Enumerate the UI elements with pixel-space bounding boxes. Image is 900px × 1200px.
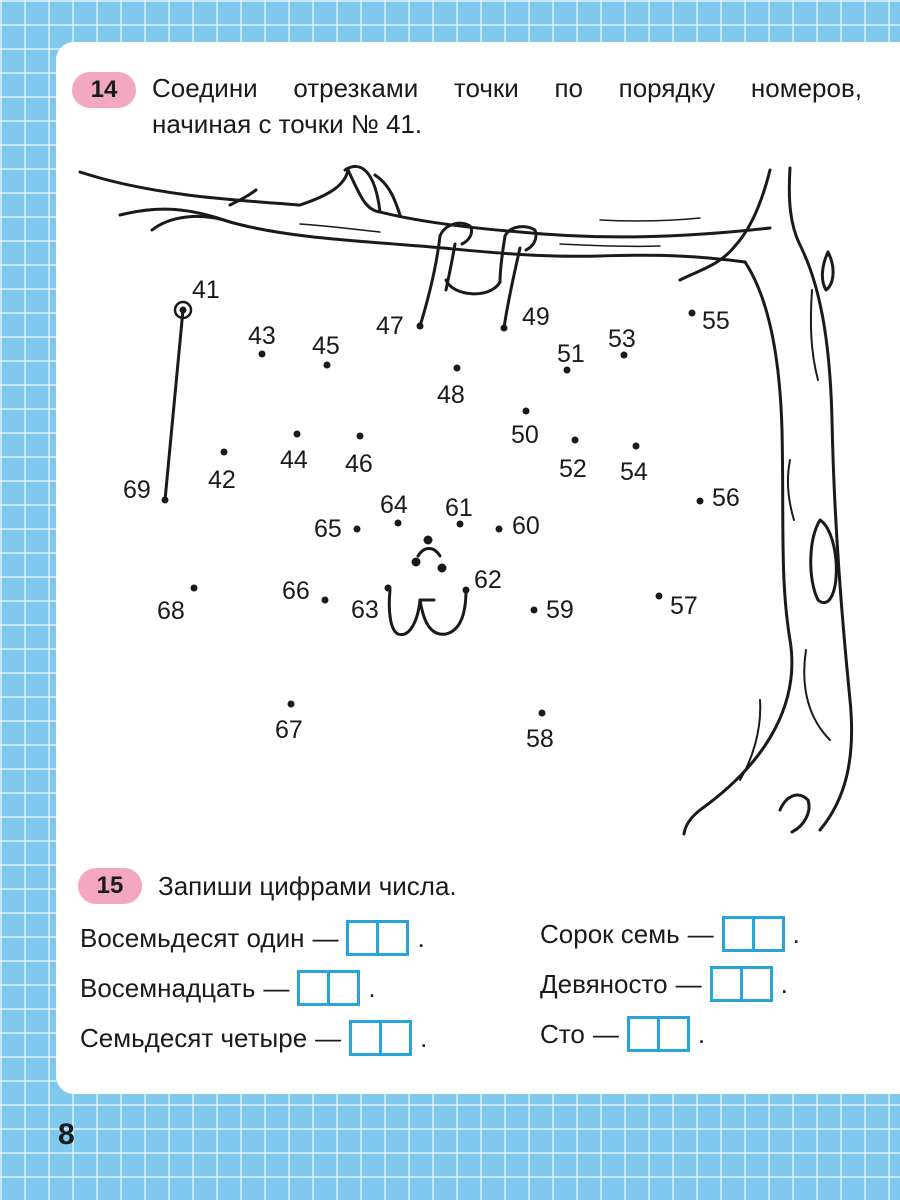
exercise-left-2: [80, 970, 376, 1006]
digit-box[interactable]: [752, 919, 782, 949]
tree-drawing: [680, 168, 852, 834]
dot-64[interactable]: [395, 520, 402, 527]
exercise-period: .: [368, 972, 376, 1003]
exercise-words: Сто: [540, 1018, 585, 1049]
dot-57[interactable]: [656, 593, 663, 600]
dot-41[interactable]: [180, 307, 187, 314]
dot-label-62: 62: [474, 566, 502, 594]
task-14-line-2: начиная с точки № 41.: [152, 109, 423, 139]
dot-45[interactable]: [324, 362, 331, 369]
dot-label-53: 53: [608, 325, 636, 353]
exercise-dash: —: [312, 922, 339, 953]
digit-box[interactable]: [657, 1019, 687, 1049]
exercise-period: .: [697, 1018, 706, 1049]
dot-54[interactable]: [633, 443, 640, 450]
digit-box[interactable]: [379, 1023, 409, 1053]
dot-63[interactable]: [385, 585, 392, 592]
task-14-line-1: Соедини отрезками точки по порядку номеров,: [152, 73, 862, 103]
dot-47[interactable]: [417, 323, 424, 330]
digit-box[interactable]: [740, 969, 770, 999]
exercise-words: Сорок семь: [540, 918, 680, 949]
page-number: 8: [58, 1118, 75, 1151]
dot-46[interactable]: [357, 433, 364, 440]
exercise-dash: —: [263, 972, 290, 1003]
exercise-period: .: [792, 918, 800, 949]
dot-label-45: 45: [312, 332, 340, 360]
dot-label-50: 50: [511, 421, 539, 449]
dot-69[interactable]: [162, 497, 169, 504]
exercise-dash: —: [592, 1018, 619, 1049]
dot-label-60: 60: [512, 512, 540, 540]
dot-59[interactable]: [531, 607, 538, 614]
dot-48[interactable]: [454, 365, 461, 372]
dot-67[interactable]: [288, 701, 295, 708]
answer-boxes[interactable]: [722, 916, 785, 952]
dot-label-44: 44: [280, 446, 308, 474]
dot-label-49: 49: [522, 303, 550, 331]
dot-58[interactable]: [539, 710, 546, 717]
exercise-right-2: [540, 966, 788, 1002]
dot-label-66: 66: [282, 577, 310, 605]
exercise-left-3: [80, 1020, 427, 1056]
exercise-period: .: [420, 1022, 428, 1053]
dot-42[interactable]: [221, 449, 228, 456]
dot-60[interactable]: [496, 526, 503, 533]
dot-label-54: 54: [620, 458, 648, 486]
branch-drawing: [80, 166, 770, 262]
exercise-left-1: [80, 920, 425, 956]
exercise-period: .: [417, 922, 425, 953]
exercise-words: Восемнадцать: [80, 972, 256, 1003]
digit-box[interactable]: [349, 923, 376, 953]
dot-label-51: 51: [557, 340, 585, 368]
dot-label-57: 57: [670, 592, 698, 620]
dot-52[interactable]: [572, 437, 579, 444]
dot-label-63: 63: [351, 596, 379, 624]
answer-boxes[interactable]: [710, 966, 773, 1002]
dot-label-48: 48: [437, 381, 465, 409]
dot-label-46: 46: [345, 450, 373, 478]
dot-label-64: 64: [380, 491, 408, 519]
task-15-title: Запиши цифрами числа.: [158, 871, 457, 901]
dots-layer: [123, 276, 740, 753]
dot-label-47: 47: [376, 312, 404, 340]
answer-boxes[interactable]: [346, 920, 409, 956]
exercise-right-1: [540, 916, 800, 952]
task-15-badge: [78, 868, 142, 904]
exercise-period: .: [780, 968, 788, 999]
dot-label-61: 61: [445, 494, 473, 522]
answer-boxes[interactable]: [627, 1016, 690, 1052]
digit-box[interactable]: [352, 1023, 379, 1053]
digit-box[interactable]: [713, 969, 740, 999]
exercise-dash: —: [687, 918, 714, 949]
dot-label-42: 42: [208, 466, 236, 494]
dot-label-52: 52: [559, 455, 587, 483]
dot-label-65: 65: [314, 515, 342, 543]
dot-label-55: 55: [702, 307, 730, 335]
dot-68[interactable]: [191, 585, 198, 592]
dot-44[interactable]: [294, 431, 301, 438]
dot-43[interactable]: [259, 351, 266, 358]
segment-41-69: [165, 310, 183, 500]
dot-label-59: 59: [546, 596, 574, 624]
exercise-dash: —: [675, 968, 702, 999]
dot-label-67: 67: [275, 716, 303, 744]
animal-face-drawing: [389, 537, 466, 635]
digit-box[interactable]: [630, 1019, 657, 1049]
exercise-words: Восемьдесят один: [80, 922, 305, 953]
digit-box[interactable]: [376, 923, 406, 953]
dot-56[interactable]: [697, 498, 704, 505]
dot-label-41: 41: [192, 276, 220, 304]
dot-label-69: 69: [123, 476, 151, 504]
dot-62[interactable]: [463, 587, 470, 594]
answer-boxes[interactable]: [349, 1020, 412, 1056]
dot-55[interactable]: [689, 310, 696, 317]
dot-label-56: 56: [712, 484, 740, 512]
dot-label-68: 68: [157, 597, 185, 625]
answer-boxes[interactable]: [297, 970, 360, 1006]
exercise-right-3: [540, 1016, 705, 1052]
exercise-words: Девяносто: [540, 968, 668, 999]
task-15-number: 15: [96, 872, 124, 899]
dot-49[interactable]: [501, 325, 508, 332]
dot-66[interactable]: [322, 597, 329, 604]
exercise-words: Семьдесят четыре: [80, 1022, 308, 1053]
digit-box[interactable]: [725, 919, 752, 949]
task-14-number: 14: [90, 76, 118, 103]
dot-label-58: 58: [526, 725, 554, 753]
digit-box[interactable]: [327, 973, 357, 1003]
dot-65[interactable]: [354, 526, 361, 533]
digit-box[interactable]: [300, 973, 327, 1003]
dot-50[interactable]: [523, 408, 530, 415]
exercise-dash: —: [315, 1022, 342, 1053]
dot-label-43: 43: [248, 322, 276, 350]
